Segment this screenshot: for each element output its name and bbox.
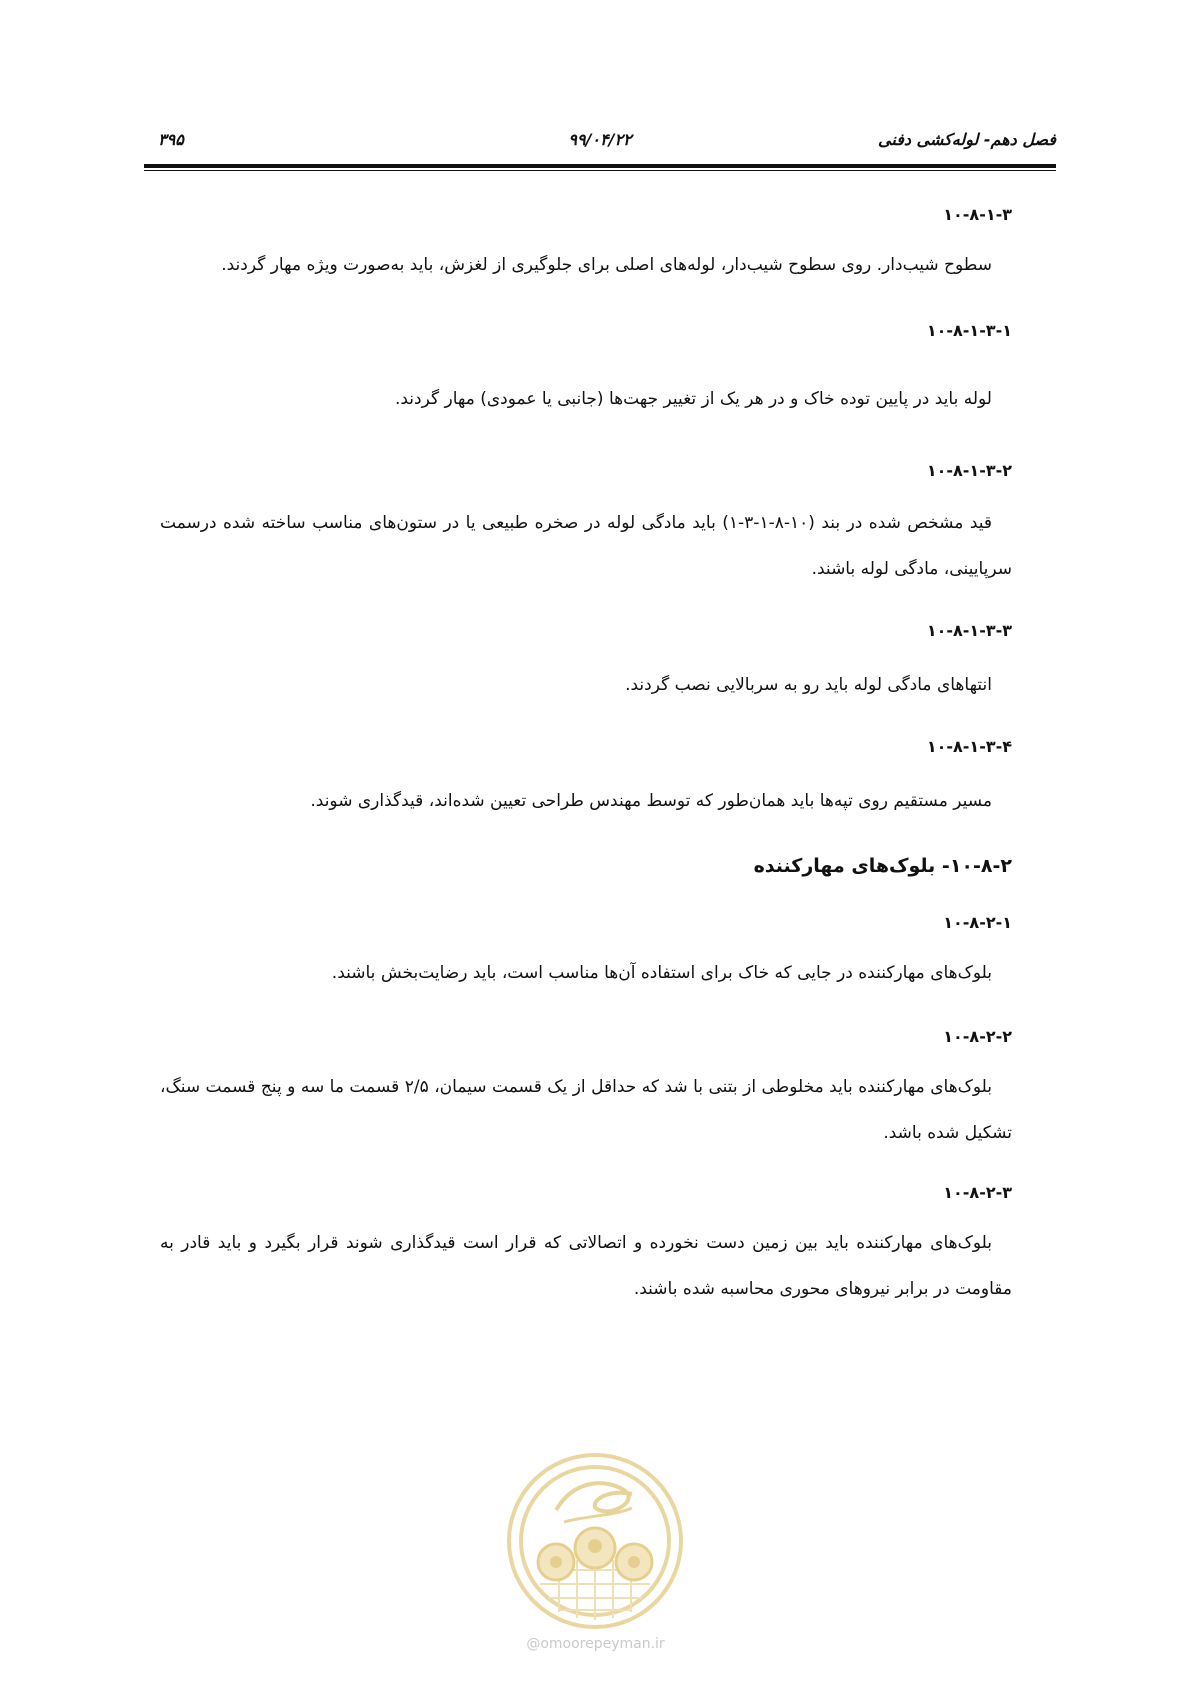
section-number: ۱۰-۸-۲-۳ (943, 1183, 1012, 1202)
section-number: ۱۰-۸-۱-۳-۲ (926, 461, 1012, 480)
paragraph: بلوک‌های مهارکننده باید مخلوطی از بتنی با شد که حداقل از یک قسمت سیمان، ۲/۵ قسمت ما سه و پنج قسمت سنگ، تشکیل شده باشد. (160, 1077, 1012, 1143)
header-date: ۹۹/۰۴/۲۲ (568, 130, 632, 149)
paragraph: بلوک‌های مهارکننده در جایی که خاک برای استفاده آن‌ها مناسب است، باید رضایت‌بخش باشند. (331, 963, 992, 983)
section-heading: ۱۰-۸-۲- بلوک‌های مهارکننده (753, 855, 1012, 877)
paragraph: مسیر مستقیم روی تپه‌ها باید همان‌طور که توسط مهندس طراحی تعیین شده‌اند، قیدگذاری شوند. (310, 791, 992, 811)
paragraph: بلوک‌های مهارکننده باید بین زمین دست نخورده و اتصالاتی که قرار است قیدگذاری شوند قرار بگیرد و باید قادر به مقاومت در برابر نیروهای محوری محاسبه شده باشند. (160, 1233, 1012, 1299)
paragraph: انتهاهای مادگی لوله باید رو به سربالایی نصب گردند. (625, 675, 992, 695)
page-number: ۳۹۵ (158, 130, 184, 149)
section-number: ۱۰-۸-۱-۳-۱ (926, 321, 1012, 340)
watermark-url: @omoorepeyman.ir (526, 1636, 665, 1652)
chapter-title: فصل دهم- لوله‌کشی دفنی (878, 130, 1056, 149)
page-body (160, 200, 1012, 1312)
section-number: ۱۰-۸-۲-۲ (943, 1027, 1012, 1046)
running-header (144, 130, 1056, 156)
section-number: ۱۰-۸-۱-۳-۳ (926, 621, 1012, 640)
paragraph: سطوح شیب‌دار. روی سطوح شیب‌دار، لوله‌های اصلی برای جلوگیری از لغزش، باید به‌صورت ویژه مهار گردند. (221, 255, 992, 275)
paragraph: قید مشخص شده در بند (۱۰-۸-۱-۳-۱) باید مادگی لوله در صخره طبیعی یا در ستون‌های مناسب ساخته شده درسمت سرپایینی، مادگی لوله باشند. (160, 513, 1012, 579)
header-rule-thick (144, 164, 1056, 168)
paragraph: لوله باید در پایین توده خاک و در هر یک از تغییر جهت‌ها (جانبی یا عمودی) مهار گردند. (394, 389, 992, 409)
header-rule-thin (144, 170, 1056, 171)
section-number: ۱۰-۸-۲-۱ (943, 913, 1012, 932)
section-number: ۱۰-۸-۱-۳-۴ (926, 737, 1012, 756)
logo-stamp (504, 1450, 686, 1632)
section-number: ۱۰-۸-۱-۳ (943, 205, 1012, 224)
